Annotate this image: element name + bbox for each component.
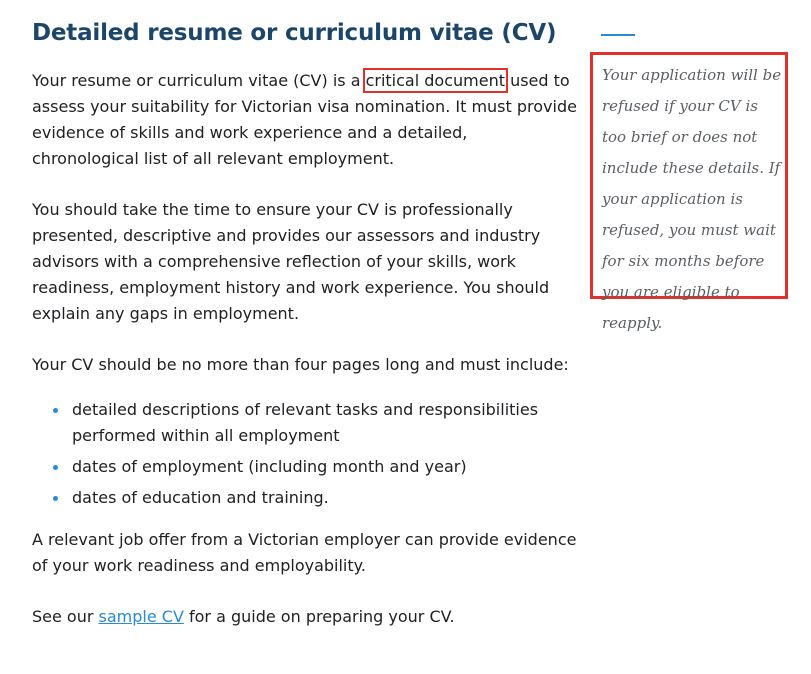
length-paragraph: Your CV should be no more than four pages long and must include: [32,355,569,374]
list-item: dates of education and training. [72,485,577,511]
aside-divider [601,34,635,36]
intro-text-before: Your resume or curriculum vitae (CV) is a [32,71,366,90]
list-item: detailed descriptions of relevant tasks and responsibilities performed within all employment [72,397,577,449]
sample-cv-link[interactable]: sample CV [98,607,184,626]
bullet-icon [53,465,58,470]
requirements-list [32,397,577,511]
aside-callout: Your application will be refused if your CV is too brief or does not include these details. If your application is refused, you must wait for six months before you are eligible to reapply. [590,52,788,299]
job-offer-paragraph: A relevant job offer from a Victorian employer can provide evidence of your work readiness and employability. [32,530,577,575]
list-item: dates of employment (including month and year) [72,454,577,480]
sample-cv-paragraph: See our sample CV for a guide on preparing your CV. [32,607,455,626]
intro-paragraph [32,68,577,172]
bullet-icon [53,496,58,501]
main-content [32,18,577,655]
intro-text-after: used to assess your suitability for Victorian visa nomination. It must provide evidence of skills and work experience and a detailed, chronological list of all relevant employment. [32,71,577,168]
presentation-paragraph: You should take the time to ensure your CV is professionally presented, descriptive and provides our assessors and industry advisors with a comprehensive reflection of your skills, work readiness, employment history and work experience. You should explain any gaps in employment. [32,200,550,323]
page-title: Detailed resume or curriculum vitae (CV) [32,20,557,46]
bullet-icon [53,408,58,413]
highlighted-phrase: critical document [365,71,505,90]
